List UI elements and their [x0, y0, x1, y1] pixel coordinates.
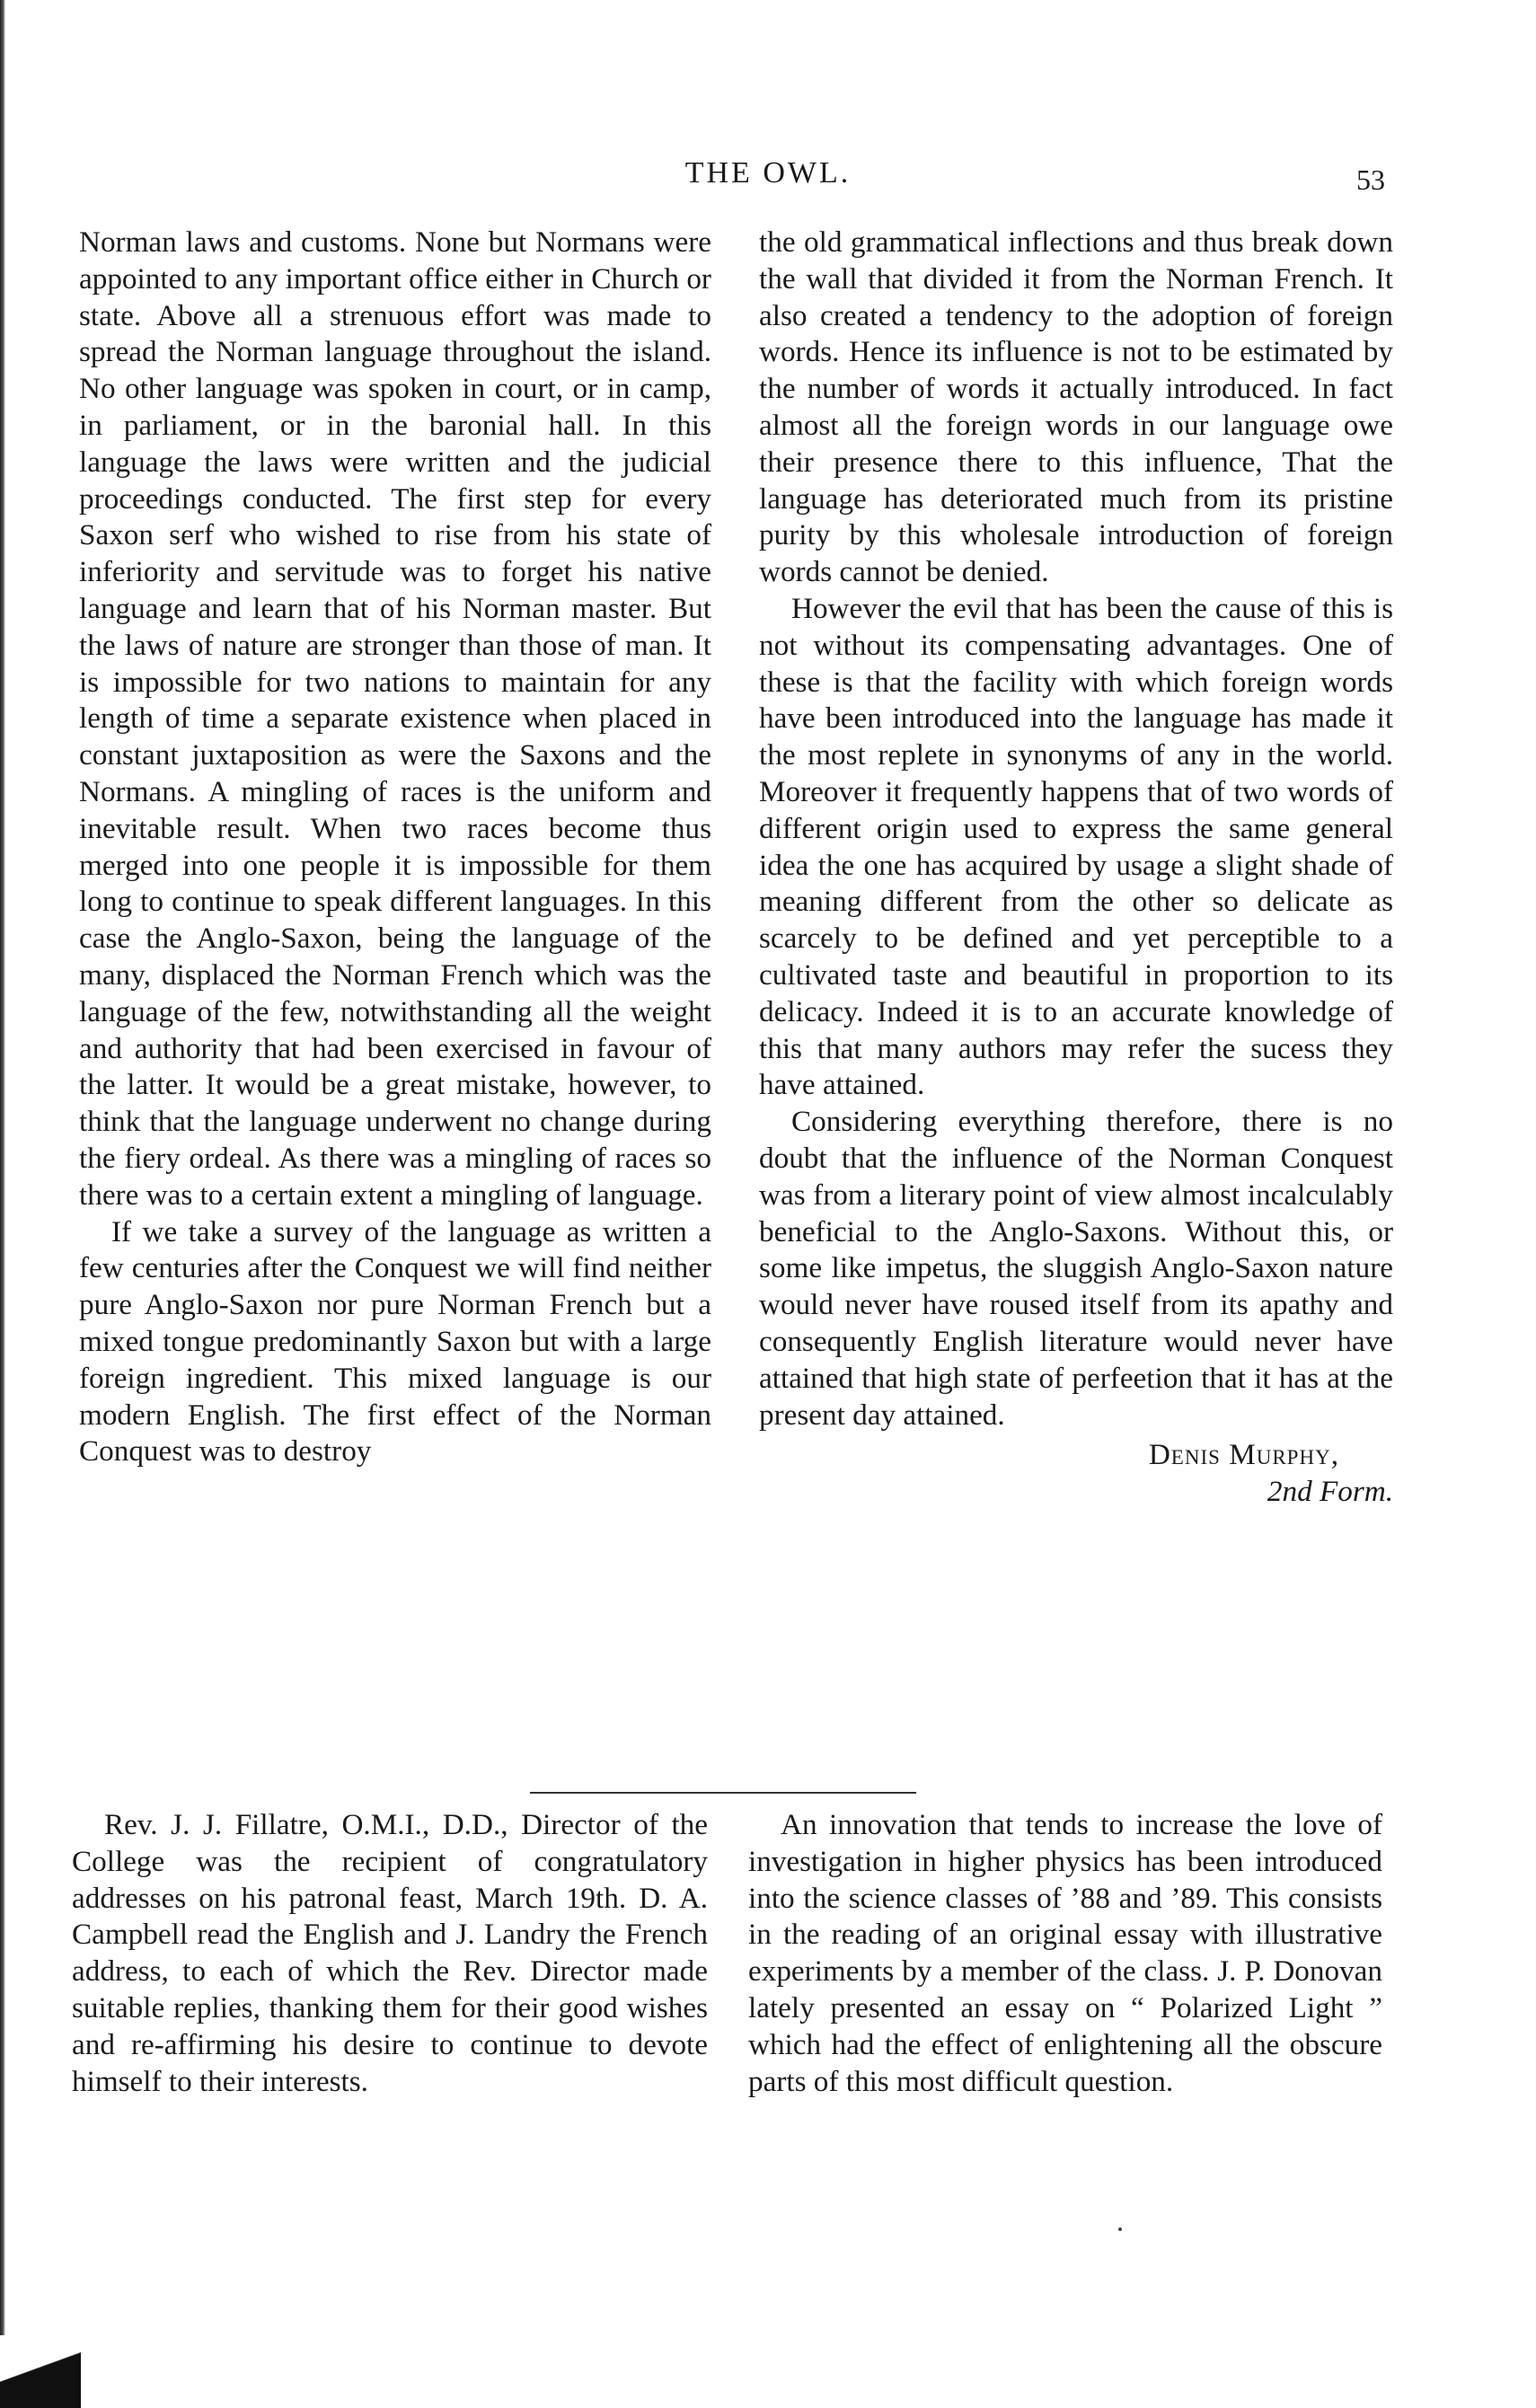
article-signature [759, 1437, 1393, 1511]
page-spine-edge [0, 0, 5, 2408]
news-note: An innovation that tends to increase the love of investigation in higher physics has been introduced into the science classes of ’88 and ’89. This consists in the reading of an original essay with illustrative experiments by a member of the class. J. P. Donovan lately presented an essay on “ Polarized Light ” which had the effect of enlightening all the obscure parts of this most difficult question. [748, 1808, 1382, 2098]
author-name: Denis Murphy, [1148, 1438, 1339, 1472]
note-left-column [72, 1807, 708, 2100]
print-speck [1118, 2227, 1122, 2231]
running-title: THE OWL. [684, 156, 852, 190]
article-paragraph: the old grammatical inflections and thus break down the wall that divided it from the Norman French. It also created a tendency to the adoption of foreign words. Hence its influence is not to be estimated by the number of words it actually introduced. In fact almost all the foreign words in our language owe their presence there to this influence, That the language has deteriorated much from its pristine purity by this wholesale introduction of foreign words cannot be denied. [759, 225, 1393, 589]
article-left-column [79, 225, 711, 1470]
author-form: 2nd Form. [1267, 1475, 1393, 1509]
section-divider [530, 1792, 916, 1794]
page-corner-shadow [0, 2335, 81, 2408]
article-right-column [759, 225, 1393, 1511]
running-head [0, 153, 1536, 198]
page-number: 53 [1356, 163, 1385, 196]
article-paragraph: However the evil that has been the cause of this is not without its compensating advantages. One of these is that the facility with which foreign words have been introduced into the language has made it the most replete in synonyms of any in the world. Moreover it frequently happens that of two words of different origin used to express the same general idea the one has acquired by usage a slight shade of meaning different from the other so delicate as scarcely to be defined and yet perceptible to a cultivated taste and beautiful in proportion to its delicacy. Indeed it is to an accurate knowledge of this that many authors may refer the sucess they have attained. [759, 591, 1393, 1102]
article-paragraph: Considering everything therefore, there is no doubt that the influence of the Norman Conquest was from a literary point of view almost incalculably beneficial to the Anglo-Saxons. Without this, or some like impetus, the sluggish Anglo-Saxon nature would never have roused itself from its apathy and consequently English literature would never have attained that high state of perfeetion that it has at the present day attained. [759, 1105, 1393, 1432]
note-right-column [748, 1807, 1382, 2100]
article-paragraph: If we take a survey of the language as written a few centuries after the Conquest we will find neither pure Anglo-Saxon nor pure Norman French but a mixed tongue predominantly Saxon but with a large foreign ingredient. This mixed language is our modern English. The first effect of the Norman Conquest was to destroy [79, 1214, 711, 1469]
news-note: Rev. J. J. Fillatre, O.M.I., D.D., Director of the College was the recipient of congratulatory addresses on his patronal feast, March 19th. D. A. Campbell read the English and J. Landry the French address, to each of which the Rev. Director made suitable replies, thanking them for their good wishes and re-affirming his desire to continue to devote himself to their interests. [72, 1808, 708, 2098]
article-paragraph: Norman laws and customs. None but Normans were appointed to any important office either in Church or state. Above all a strenuous effort was made to spread the Norman language throughout the island. No other language was spoken in court, or in camp, in parliament, or in the baronial hall. In this language the laws were written and the judicial proceedings conducted. The first step for every Saxon serf who wished to rise from his state of inferiority and servitude was to forget his native language and learn that of his Norman master. But the laws of nature are stronger than those of man. It is impossible for two nations to maintain for any length of time a separate existence when placed in constant juxtaposition as were the Saxons and the Normans. A mingling of races is the uniform and inevitable result. When two races become thus merged into one people it is impossible for them long to continue to speak different languages. In this case the Anglo-Saxon, being the language of the many, displaced the Norman French which was the language of the few, notwithstanding all the weight and authority that had been exercised in favour of the latter. It would be a great mistake, however, to think that the language underwent no change during the fiery ordeal. As there was a mingling of races so there was to a certain extent a mingling of language. [79, 225, 711, 1212]
